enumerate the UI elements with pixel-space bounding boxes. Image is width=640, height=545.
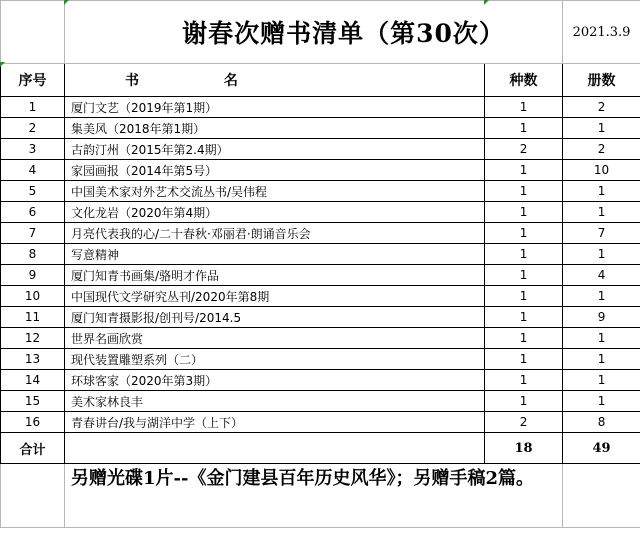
table-row [1, 307, 640, 328]
row-kinds-cell[interactable]: 1 [485, 349, 563, 370]
row-book-name-cell[interactable]: 写意精神 [65, 244, 485, 265]
title-corner-cell[interactable] [1, 1, 65, 64]
row-book-name-cell[interactable]: 青春讲台/我与湖洋中学（上下） [65, 412, 485, 433]
row-seq-cell[interactable]: 12 [1, 328, 65, 349]
total-empty-cell[interactable] [65, 433, 485, 464]
table-row [1, 391, 640, 412]
row-copies-cell[interactable]: 2 [563, 97, 640, 118]
row-seq-cell[interactable]: 5 [1, 181, 65, 202]
row-copies-cell[interactable]: 1 [563, 370, 640, 391]
title-row [1, 1, 640, 64]
row-copies-cell[interactable]: 7 [563, 223, 640, 244]
row-kinds-cell[interactable]: 1 [485, 223, 563, 244]
note-row [1, 464, 640, 528]
row-kinds-cell[interactable]: 1 [485, 307, 563, 328]
row-kinds-cell[interactable]: 1 [485, 97, 563, 118]
row-kinds-cell[interactable]: 1 [485, 181, 563, 202]
row-kinds-cell[interactable]: 1 [485, 286, 563, 307]
row-book-name-cell[interactable]: 环球客家（2020年第3期） [65, 370, 485, 391]
row-seq-cell[interactable]: 10 [1, 286, 65, 307]
comment-marker-icon [64, 0, 69, 5]
row-copies-cell[interactable]: 9 [563, 307, 640, 328]
row-copies-cell[interactable]: 4 [563, 265, 640, 286]
note-empty-cell-right[interactable] [563, 464, 640, 528]
row-seq-cell[interactable]: 15 [1, 391, 65, 412]
sheet-date: 2021.3.9 [563, 1, 640, 64]
table-row [1, 181, 640, 202]
header-kinds[interactable]: 种数 [485, 64, 563, 97]
total-kinds[interactable]: 18 [485, 433, 563, 464]
sheet-title: 谢春次赠书清单（第30次） [65, 1, 563, 64]
header-book-name[interactable]: 书 名 [65, 64, 485, 97]
table-row [1, 160, 640, 181]
comment-marker-icon [484, 0, 489, 5]
row-book-name-cell[interactable]: 厦门知青摄影报/创刊号/2014.5 [65, 307, 485, 328]
row-kinds-cell[interactable]: 1 [485, 202, 563, 223]
row-seq-cell[interactable]: 1 [1, 97, 65, 118]
header-copies[interactable]: 册数 [563, 64, 640, 97]
row-kinds-cell[interactable]: 1 [485, 160, 563, 181]
row-book-name-cell[interactable]: 文化龙岩（2020年第4期） [65, 202, 485, 223]
row-book-name-cell[interactable]: 古韵汀州（2015年第2.4期） [65, 139, 485, 160]
header-row [1, 64, 640, 97]
row-kinds-cell[interactable]: 2 [485, 139, 563, 160]
header-seq[interactable]: 序号 [1, 64, 65, 97]
note-text[interactable]: 另赠光碟1片--《金门建县百年历史风华》；另赠手稿2篇。 [65, 464, 563, 528]
row-seq-cell[interactable]: 16 [1, 412, 65, 433]
row-book-name-cell[interactable]: 集美风（2018年第1期） [65, 118, 485, 139]
row-copies-cell[interactable]: 10 [563, 160, 640, 181]
table-row [1, 370, 640, 391]
table-row [1, 328, 640, 349]
table-row [1, 118, 640, 139]
row-copies-cell[interactable]: 1 [563, 286, 640, 307]
table-row [1, 139, 640, 160]
table-row [1, 244, 640, 265]
row-seq-cell[interactable]: 14 [1, 370, 65, 391]
row-copies-cell[interactable]: 1 [563, 391, 640, 412]
row-copies-cell[interactable]: 2 [563, 139, 640, 160]
total-row [1, 433, 640, 464]
row-seq-cell[interactable]: 4 [1, 160, 65, 181]
row-book-name-cell[interactable]: 厦门文艺（2019年第1期） [65, 97, 485, 118]
row-copies-cell[interactable]: 1 [563, 328, 640, 349]
row-kinds-cell[interactable]: 1 [485, 391, 563, 412]
note-empty-cell[interactable] [1, 464, 65, 528]
row-seq-cell[interactable]: 7 [1, 223, 65, 244]
row-kinds-cell[interactable]: 1 [485, 370, 563, 391]
row-seq-cell[interactable]: 6 [1, 202, 65, 223]
table-row [1, 286, 640, 307]
row-book-name-cell[interactable]: 美术家林良丰 [65, 391, 485, 412]
table-row [1, 349, 640, 370]
row-book-name-cell[interactable]: 现代装置雕塑系列（二） [65, 349, 485, 370]
row-copies-cell[interactable]: 1 [563, 118, 640, 139]
row-copies-cell[interactable]: 8 [563, 412, 640, 433]
row-book-name-cell[interactable]: 厦门知青书画集/骆明才作品 [65, 265, 485, 286]
row-kinds-cell[interactable]: 1 [485, 118, 563, 139]
table-row [1, 97, 640, 118]
total-copies[interactable]: 49 [563, 433, 640, 464]
row-copies-cell[interactable]: 1 [563, 349, 640, 370]
row-copies-cell[interactable]: 1 [563, 181, 640, 202]
total-label[interactable]: 合计 [1, 433, 65, 464]
row-copies-cell[interactable]: 1 [563, 244, 640, 265]
comment-marker-icon [0, 62, 5, 67]
table-row [1, 412, 640, 433]
row-copies-cell[interactable]: 1 [563, 202, 640, 223]
row-book-name-cell[interactable]: 世界名画欣赏 [65, 328, 485, 349]
row-kinds-cell[interactable]: 2 [485, 412, 563, 433]
row-seq-cell[interactable]: 3 [1, 139, 65, 160]
row-book-name-cell[interactable]: 中国美术家对外艺术交流丛书/吴伟程 [65, 181, 485, 202]
row-kinds-cell[interactable]: 1 [485, 244, 563, 265]
row-seq-cell[interactable]: 9 [1, 265, 65, 286]
row-seq-cell[interactable]: 13 [1, 349, 65, 370]
row-seq-cell[interactable]: 8 [1, 244, 65, 265]
row-kinds-cell[interactable]: 1 [485, 328, 563, 349]
row-seq-cell[interactable]: 2 [1, 118, 65, 139]
row-kinds-cell[interactable]: 1 [485, 265, 563, 286]
row-book-name-cell[interactable]: 中国现代文学研究丛刊/2020年第8期 [65, 286, 485, 307]
table-row [1, 265, 640, 286]
row-book-name-cell[interactable]: 家园画报（2014年第5号） [65, 160, 485, 181]
row-book-name-cell[interactable]: 月亮代表我的心/二十春秋·邓丽君·朗诵音乐会 [65, 223, 485, 244]
table-row [1, 202, 640, 223]
table-row [1, 223, 640, 244]
row-seq-cell[interactable]: 11 [1, 307, 65, 328]
